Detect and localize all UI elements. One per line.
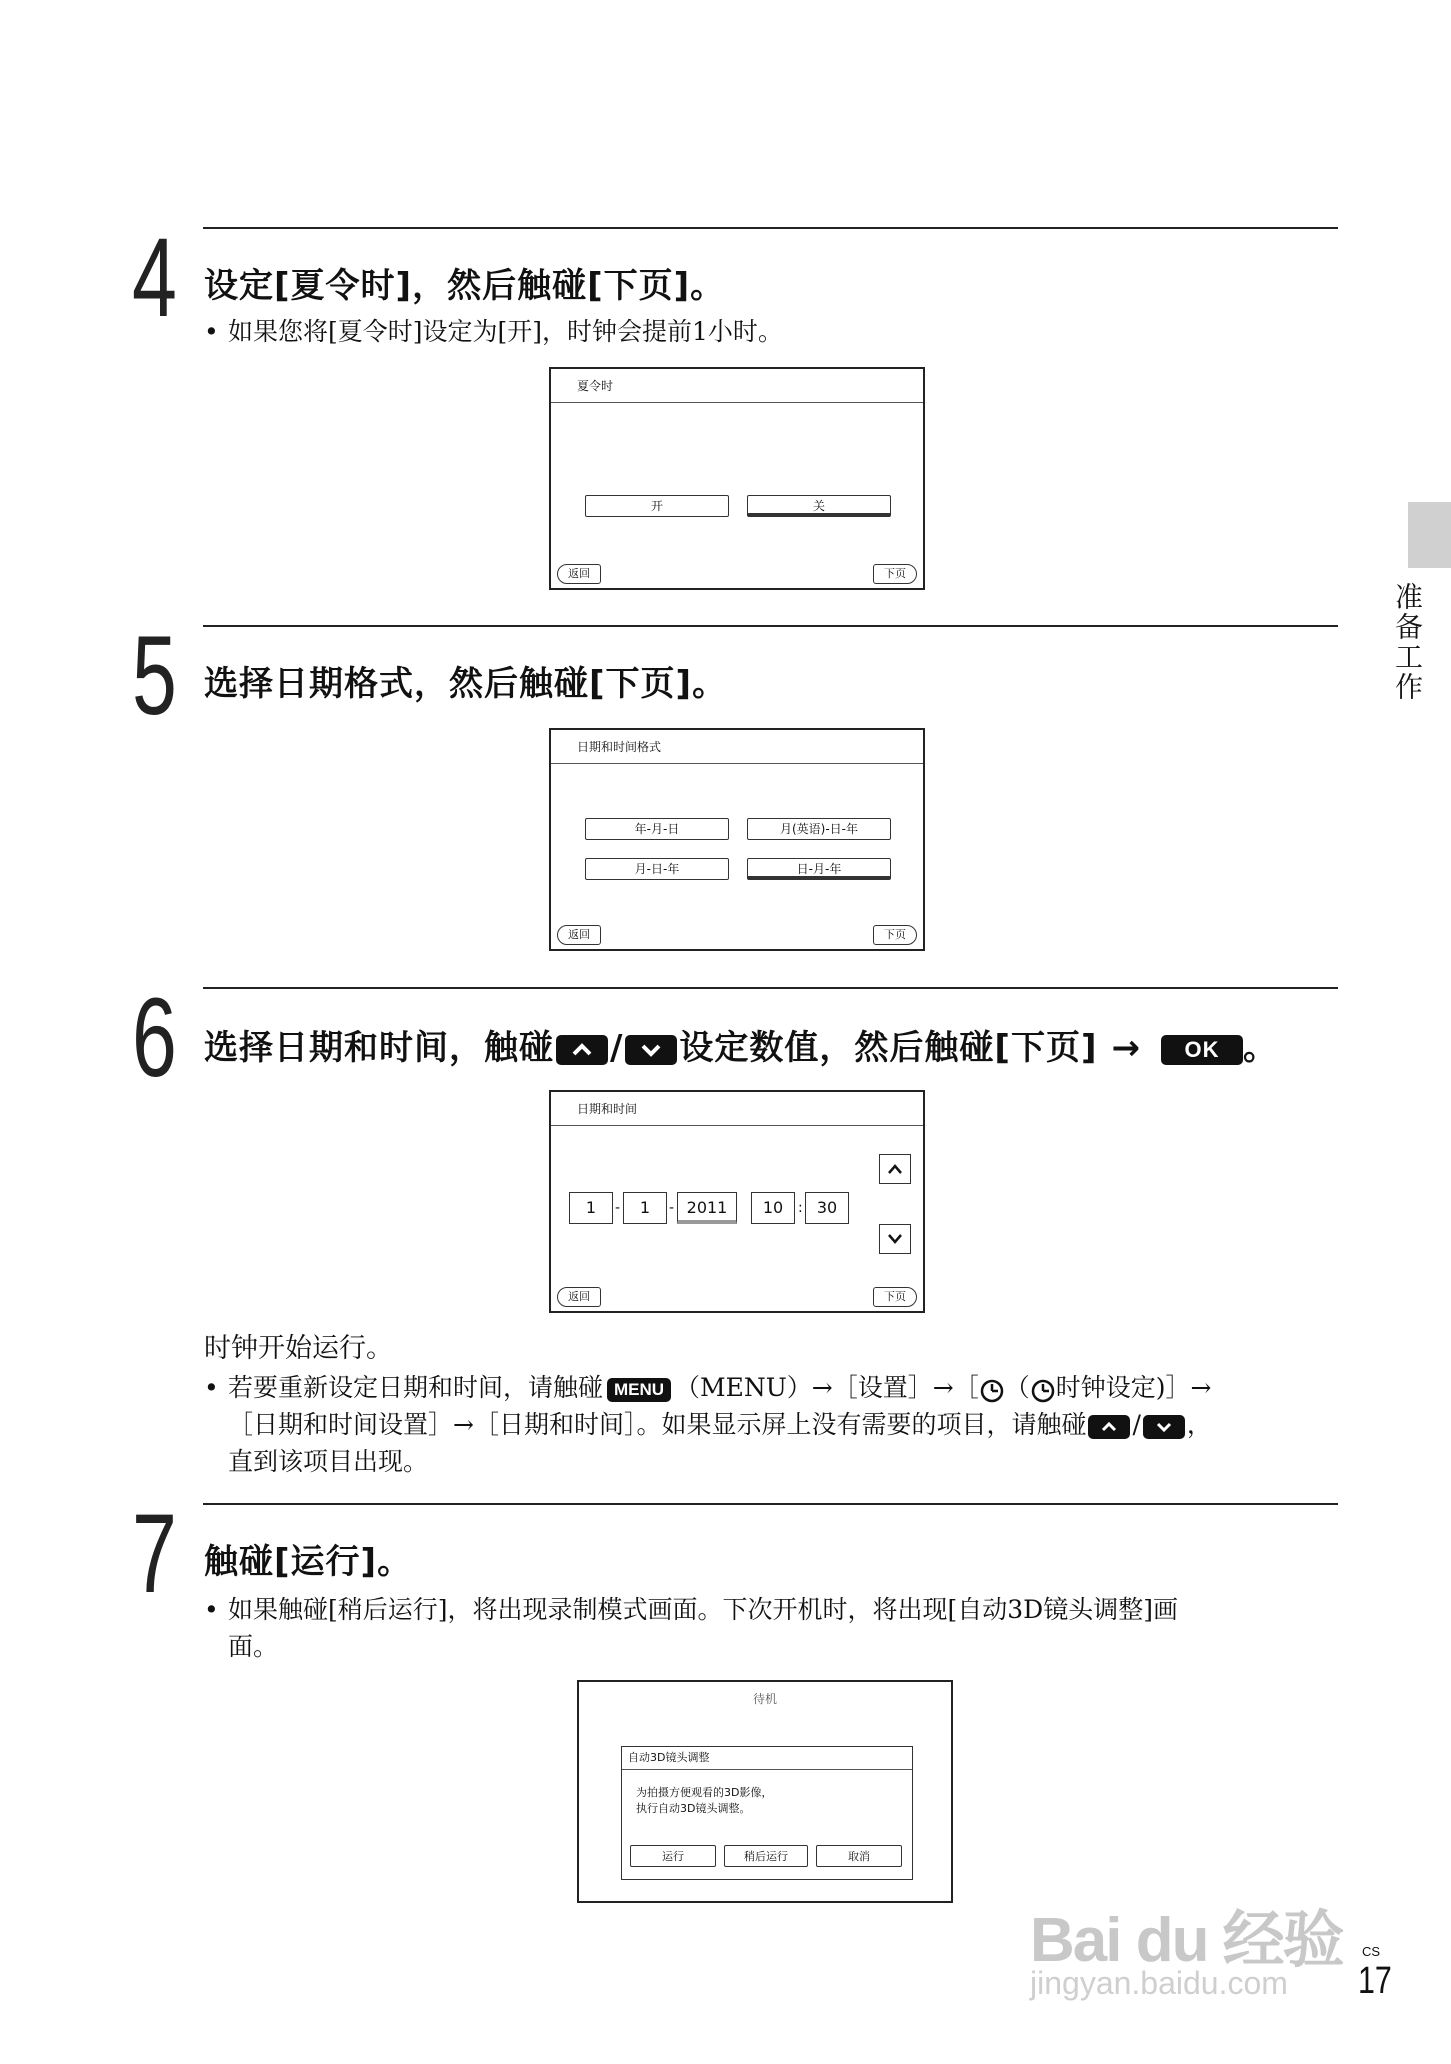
step4-rule (203, 227, 1338, 229)
format-mdy-button[interactable]: 月-日-年 (585, 858, 729, 880)
section-tab (1408, 502, 1451, 568)
watermark-url: jingyan.baidu.com (1030, 1965, 1288, 2001)
chevron-up-icon (887, 1164, 903, 1174)
step7-rule (203, 1503, 1338, 1505)
step5-heading: 选择日期格式，然后触碰[下页]。 (204, 664, 728, 704)
up-icon (556, 1035, 608, 1065)
step6-rule (203, 987, 1338, 989)
dialog-message: 为拍摄方便观看的3D影像， 执行自动3D镜头调整。 (636, 1786, 773, 1815)
date-separator: - (669, 1200, 675, 1216)
page-number: 17 (1358, 1960, 1392, 2002)
format-mdy-en-button[interactable]: 月(英语)-日-年 (747, 818, 891, 840)
date-time-screen (549, 1090, 925, 1313)
run-later-button[interactable]: 稍后运行 (724, 1845, 808, 1867)
step6-heading (204, 1020, 1278, 1069)
date-format-screen (549, 728, 925, 951)
ok-button-icon: OK (1161, 1035, 1243, 1065)
step7-heading: 触碰[运行]。 (204, 1542, 413, 1582)
standby-screen (577, 1680, 953, 1903)
day-field[interactable]: 1 (623, 1192, 667, 1224)
next-button[interactable]: 下页 (873, 1287, 917, 1307)
step6-bullet: • 若要重新设定日期和时间，请触碰 MENU （MENU）→［设置］→［ （ 时钟设定)］→ ［日期和时间设置］→［日期和时间］。如果显示屏上没有需要的项目，请触碰 / ， 直到该项目出现。 (204, 1373, 1212, 1476)
step6-heading-slash: / (610, 1028, 624, 1068)
menu-button-icon: MENU (607, 1378, 671, 1402)
dst-screen (549, 367, 925, 590)
time-separator: : (798, 1200, 803, 1216)
up-icon (1088, 1415, 1130, 1439)
step5-number: 5 (132, 613, 177, 738)
step7-number: 7 (132, 1491, 177, 1616)
clock-setup-icon (1030, 1377, 1056, 1403)
year-field[interactable]: 2011 (677, 1192, 737, 1224)
format-ymd-button[interactable]: 年-月-日 (585, 818, 729, 840)
date-time-screen-title: 日期和时间 (551, 1092, 923, 1126)
step4-bullet: • 如果您将[夏令时]设定为[开]，时钟会提前1小时。 (204, 317, 783, 346)
step6-number: 6 (132, 975, 177, 1100)
dst-on-button[interactable]: 开 (585, 495, 729, 517)
section-label: 准备工作 (1391, 582, 1424, 702)
auto-3d-dialog (621, 1746, 913, 1880)
month-field[interactable]: 1 (569, 1192, 613, 1224)
step4-number: 4 (132, 215, 177, 340)
next-button[interactable]: 下页 (873, 925, 917, 945)
down-arrow-button[interactable] (879, 1224, 911, 1254)
step5-rule (203, 625, 1338, 627)
cancel-button[interactable]: 取消 (816, 1845, 902, 1867)
next-button[interactable]: 下页 (873, 564, 917, 584)
down-icon (625, 1035, 677, 1065)
chevron-down-icon (887, 1234, 903, 1244)
hour-field[interactable]: 10 (751, 1192, 795, 1224)
step7-bullet: • 如果触碰[稍后运行]，将出现录制模式画面。下次开机时，将出现[自动3D镜头调整]画 面。 (204, 1595, 1178, 1661)
step6-heading-arrow: → (1111, 1028, 1141, 1068)
dialog-title: 自动3D镜头调整 (622, 1747, 912, 1770)
back-button[interactable]: 返回 (557, 564, 601, 584)
run-button[interactable]: 运行 (630, 1845, 716, 1867)
format-dmy-button[interactable]: 日-月-年 (747, 858, 891, 880)
down-icon (1143, 1415, 1185, 1439)
back-button[interactable]: 返回 (557, 1287, 601, 1307)
minute-field[interactable]: 30 (805, 1192, 849, 1224)
date-separator: - (615, 1200, 621, 1216)
watermark-logo: Bai du 经验 (1030, 1906, 1343, 1975)
dst-off-button[interactable]: 关 (747, 495, 891, 517)
date-format-screen-title: 日期和时间格式 (551, 730, 923, 764)
up-arrow-button[interactable] (879, 1154, 911, 1184)
step6-heading-part-a: 选择日期和时间，触碰 (204, 1028, 554, 1068)
standby-label: 待机 (752, 1692, 777, 1706)
back-button[interactable]: 返回 (557, 925, 601, 945)
step6-heading-end: 。 (1243, 1028, 1278, 1068)
clock-setup-icon (979, 1377, 1005, 1403)
step6-heading-part-b: 设定数值，然后触碰[下页] (679, 1028, 1098, 1068)
page-language: CS (1362, 1944, 1381, 1959)
dst-screen-title: 夏令时 (551, 369, 923, 403)
step4-heading: 设定[夏令时]，然后触碰[下页]。 (204, 266, 726, 306)
step6-result: 时钟开始运行。 (204, 1333, 393, 1364)
